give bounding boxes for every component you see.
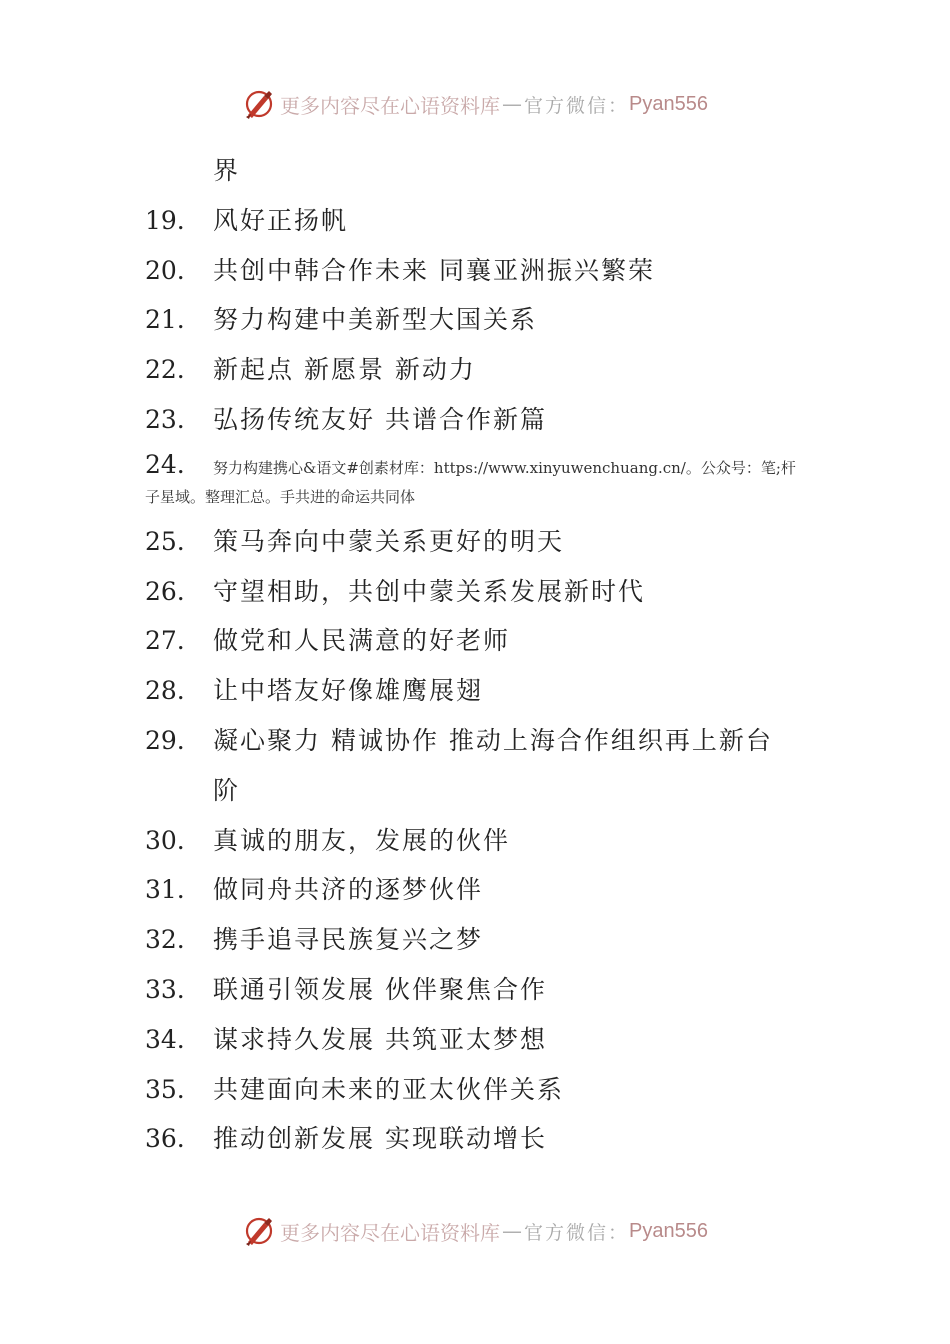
item-text: 共创中韩合作未来 同襄亚洲振兴繁荣 <box>213 255 655 285</box>
item-text: 真诚的朋友，发展的伙伴 <box>213 825 511 855</box>
item-number: 36. <box>145 1124 185 1154</box>
list-item <box>145 345 815 395</box>
banner-main-text: 更多内容尽在心语资料库 <box>280 1220 500 1245</box>
item-number: 35. <box>145 1074 185 1104</box>
item-text: 守望相助，共创中蒙关系发展新时代 <box>213 576 646 606</box>
list-item-24 <box>145 445 815 517</box>
list-item <box>145 666 815 716</box>
list-item <box>145 246 815 296</box>
list-item <box>145 1015 815 1065</box>
list-item <box>145 865 815 915</box>
list-item <box>145 816 815 866</box>
list-item <box>145 766 815 816</box>
pen-logo-icon <box>242 87 276 121</box>
item-text: 做党和人民满意的好老师 <box>213 626 511 656</box>
item-text: 阶 <box>213 775 241 805</box>
item-text: 努力构建中美新型大国关系 <box>213 305 538 335</box>
item-number: 30. <box>145 825 185 855</box>
item-number: 33. <box>145 974 185 1004</box>
footer-banner <box>0 1211 950 1251</box>
item-text: 风好正扬帆 <box>213 205 349 235</box>
item-number: 19. <box>145 205 185 235</box>
item-number: 24. <box>145 449 185 479</box>
item-text: 谋求持久发展 共筑亚太梦想 <box>213 1024 547 1054</box>
banner-separator: — <box>502 92 522 116</box>
item-number: 22. <box>145 355 185 385</box>
item-text: 做同舟共济的逐梦伙伴 <box>213 875 484 905</box>
banner-wechat-id: Pyan556 <box>629 1219 708 1242</box>
list-item <box>145 295 815 345</box>
banner-wechat-id: Pyan556 <box>629 92 708 115</box>
item-text: 联通引领发展 伙伴聚焦合作 <box>213 974 547 1004</box>
banner-separator: — <box>502 1219 522 1243</box>
item-text: 新起点 新愿景 新动力 <box>213 355 476 385</box>
item-text: 携手追寻民族复兴之梦 <box>213 925 484 955</box>
banner-wechat-label: 官方微信： <box>524 94 630 117</box>
item-number: 20. <box>145 255 185 285</box>
item-text: 推动创新发展 实现联动增长 <box>213 1124 547 1154</box>
item-text: 让中塔友好像雄鹰展翅 <box>213 676 484 706</box>
item-number: 26. <box>145 576 185 606</box>
header-banner <box>0 84 950 124</box>
item-text: 策马奔向中蒙关系更好的明天 <box>213 526 565 556</box>
item-number: 28. <box>145 676 185 706</box>
list-item <box>145 716 815 766</box>
item-number: 29. <box>145 725 185 755</box>
item-number: 32. <box>145 925 185 955</box>
item-text: 凝心聚力 精诚协作 推动上海合作组织再上新台 <box>213 725 773 755</box>
list-item <box>145 517 815 567</box>
pen-logo-icon <box>242 1214 276 1248</box>
item-number: 34. <box>145 1024 185 1054</box>
list-item <box>145 915 815 965</box>
list-item <box>145 395 815 445</box>
item-text-line2: 子星域。整理汇总。手共进的命运共同体 <box>145 487 416 506</box>
item-text-line1: 努力构建携心&语文#创素材库：https://www.xinyuwenchuang.cn/。公众号：笔;杆 <box>213 458 796 477</box>
banner-main-text: 更多内容尽在心语资料库 <box>280 93 500 118</box>
list-item <box>145 146 815 196</box>
list-item <box>145 616 815 666</box>
list-item <box>145 196 815 246</box>
item-number: 21. <box>145 305 185 335</box>
list-item <box>145 1065 815 1115</box>
item-number: 27. <box>145 626 185 656</box>
list-item <box>145 965 815 1015</box>
item-text: 界 <box>213 156 241 185</box>
list-item <box>145 1114 815 1164</box>
banner-wechat-label: 官方微信： <box>524 1221 630 1244</box>
item-text: 弘扬传统友好 共谱合作新篇 <box>213 404 547 434</box>
item-number: 25. <box>145 526 185 556</box>
headline-list <box>145 146 815 1164</box>
item-number: 23. <box>145 404 185 434</box>
item-text: 共建面向未来的亚太伙伴关系 <box>213 1074 565 1104</box>
list-item <box>145 567 815 617</box>
item-number: 31. <box>145 875 185 905</box>
